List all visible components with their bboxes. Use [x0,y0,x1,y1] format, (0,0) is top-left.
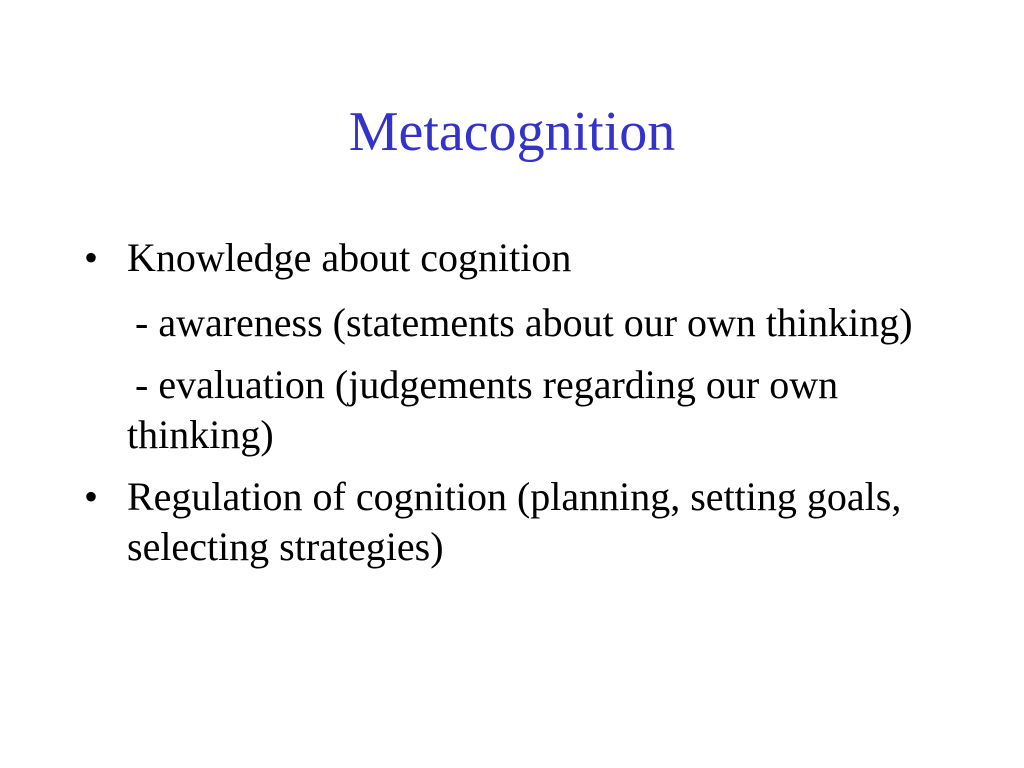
bullet-text: Knowledge about cognition [127,235,572,280]
bullet-icon: • [84,235,99,280]
sub-item-awareness [84,298,964,348]
sub-item-text: - awareness (statements about our own thinking) [135,300,913,345]
bullet-icon: • [84,474,99,519]
sub-item-text: - evaluation (judgements regarding our own thinking) [127,362,839,457]
bullet-item-regulation [84,472,964,572]
sub-item-evaluation [84,360,964,460]
slide-title: Metacognition [348,101,676,163]
slide-body [84,233,964,587]
bullet-text: Regulation of cognition (planning, setting goals, selecting strategies) [127,474,902,569]
bullet-item-knowledge [84,233,964,283]
